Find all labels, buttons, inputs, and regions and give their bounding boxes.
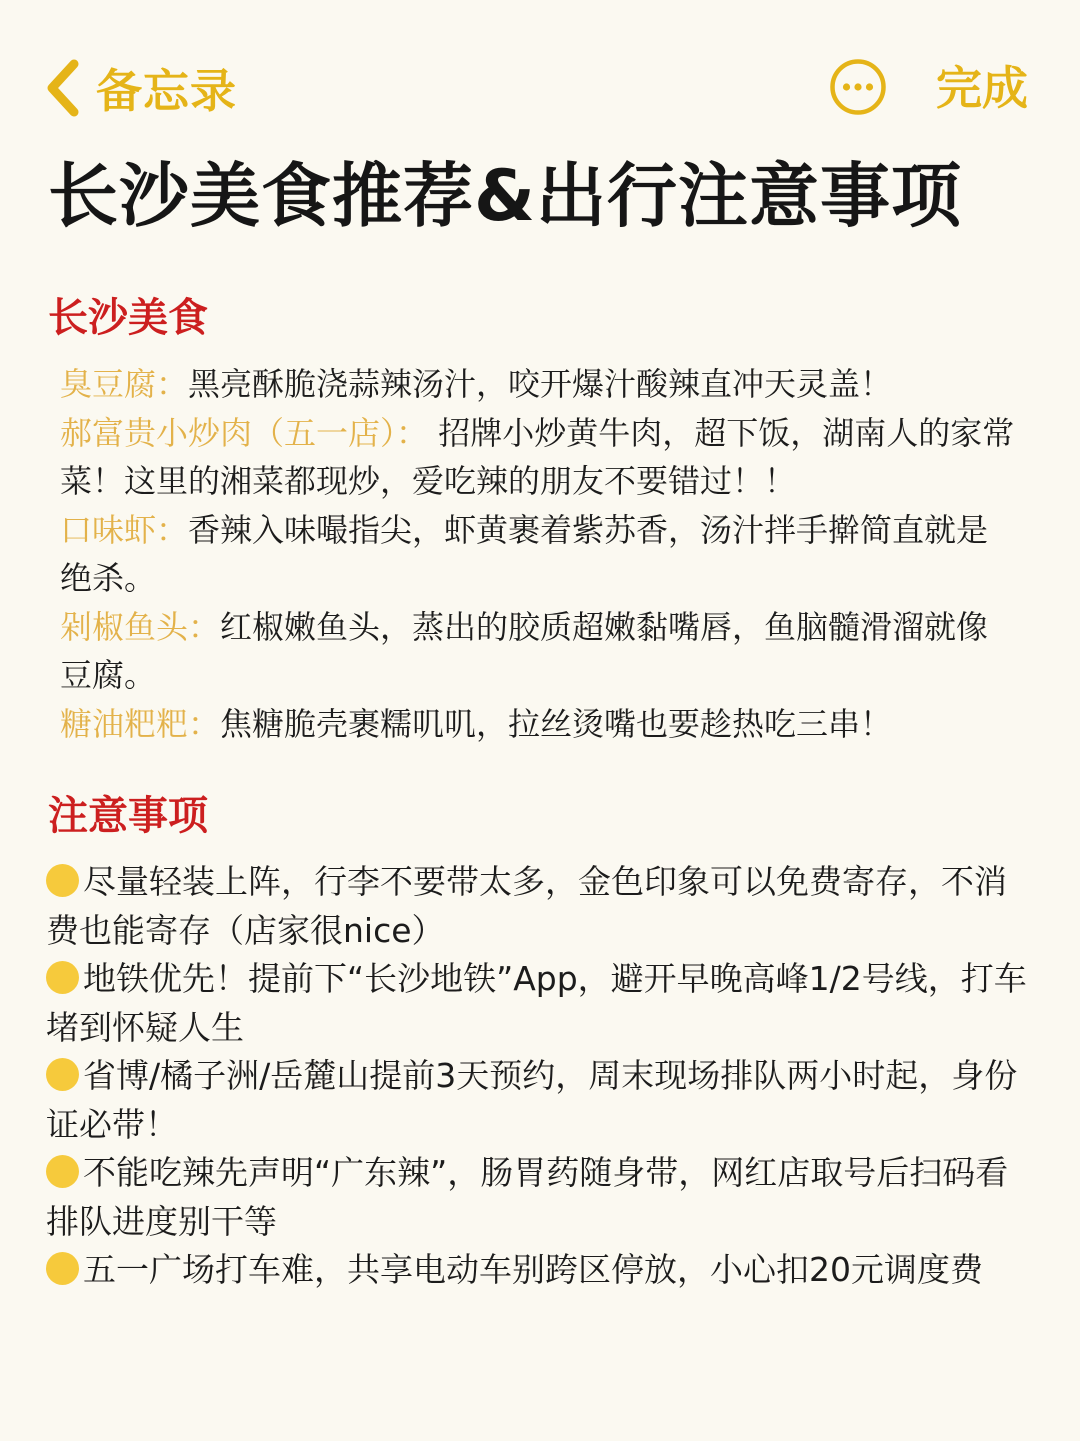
- back-label: 备忘录: [96, 64, 237, 118]
- note-item: [46, 955, 1031, 1052]
- chevron-left-icon: [44, 59, 80, 117]
- food-item-desc: 红椒嫩鱼头，蒸出的胶质超嫩黏嘴唇，鱼脑髓滑溜就像豆腐。: [60, 607, 989, 694]
- more-options-button[interactable]: [829, 58, 887, 116]
- yellow-dot-icon: [46, 1058, 79, 1091]
- food-item-desc: 焦糖脆壳裹糯叽叽，拉丝烫嘴也要趁热吃三串！: [220, 704, 893, 743]
- food-item: [60, 506, 1020, 603]
- yellow-dot-icon: [46, 1155, 79, 1188]
- food-item: [60, 360, 1020, 409]
- food-item: [60, 700, 1020, 749]
- note-item-text: 尽量轻装上阵，行李不要带太多，金色印象可以免费寄存，不消费也能寄存（店家很nice）: [46, 862, 1007, 950]
- food-item: [60, 603, 1020, 700]
- note-item-text: 不能吃辣先声明“广东辣”，肠胃药随身带，网红店取号后扫码看排队进度别干等: [46, 1153, 1009, 1241]
- food-section-heading: 长沙美食: [48, 295, 208, 341]
- note-item: [46, 1149, 1031, 1246]
- yellow-dot-icon: [46, 864, 79, 897]
- note-item: [46, 1052, 1031, 1149]
- food-item-name: 郝富贵小炒肉（五一店）：: [60, 413, 429, 452]
- note-item: [46, 858, 1031, 955]
- food-item-desc: 黑亮酥脆浇蒜辣汤汁，咬开爆汁酸辣直冲天灵盖！: [188, 365, 893, 403]
- note-item-text: 地铁优先！提前下“长沙地铁”App，避开早晚高峰1/2号线，打车堵到怀疑人生: [46, 959, 1027, 1047]
- food-item-desc: 香辣入味嘬指尖，虾黄裹着紫苏香，汤汁拌手擀简直就是绝杀。: [60, 510, 989, 597]
- food-item-desc: 招牌小炒黄牛肉，超下饭，湖南人的家常菜！这里的湘菜都现炒，爱吃辣的朋友不要错过！！: [60, 413, 1015, 500]
- food-list: [60, 360, 1020, 748]
- notes-section-heading: 注意事项: [48, 793, 208, 839]
- food-item: [60, 409, 1020, 506]
- notes-list: [46, 858, 1031, 1295]
- note-item: [46, 1246, 1031, 1295]
- done-button[interactable]: 完成: [936, 61, 1028, 115]
- food-item-name: 剁椒鱼头：: [60, 607, 221, 646]
- yellow-dot-icon: [46, 961, 79, 994]
- note-item-text: 五一广场打车难，共享电动车别跨区停放，小心扣20元调度费: [83, 1250, 983, 1289]
- note-title: 长沙美食推荐&出行注意事项: [48, 155, 963, 237]
- navigation-bar: [0, 0, 1080, 130]
- food-item-name: 口味虾：: [60, 510, 189, 549]
- note-item-text: 省博/橘子洲/岳麓山提前3天预约，周末现场排队两小时起，身份证必带！: [46, 1056, 1018, 1144]
- ellipsis-circle-icon: [829, 58, 887, 116]
- yellow-dot-icon: [46, 1252, 79, 1285]
- food-item-name: 臭豆腐：: [60, 365, 189, 403]
- back-button[interactable]: [44, 58, 237, 118]
- food-item-name: 糖油粑粑：: [60, 704, 221, 743]
